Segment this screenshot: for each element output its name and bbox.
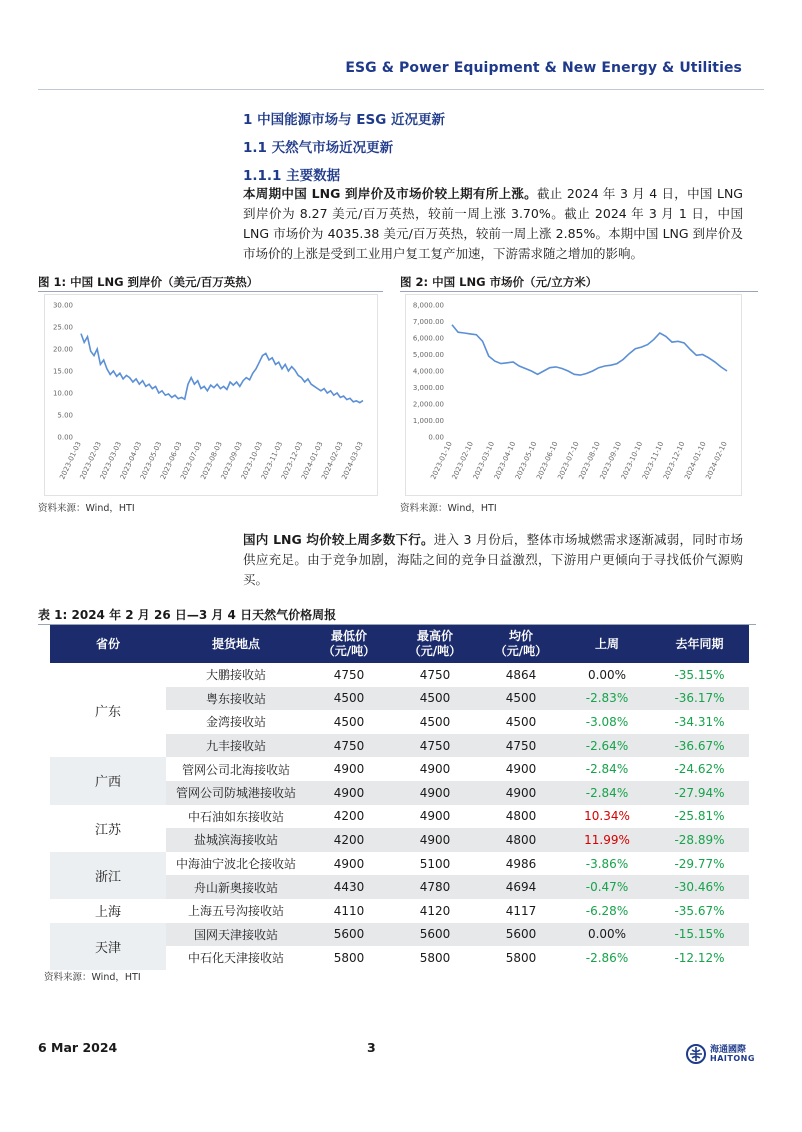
value-cell: -2.83% [564, 687, 650, 711]
value-cell: 4900 [333, 856, 365, 871]
table-1-title: 表 1: 2024 年 2 月 26 日—3 月 4 日天然气价格周报 [38, 608, 337, 622]
value-cell: 4500 [419, 714, 451, 729]
paragraph-lng-prices-body: 截止 2024 年 3 月 4 日，中国 LNG 到岸价为 8.27 美元/百万英热，较前一周上涨 3.70%。截止 2024 年 3 月 1 日，中国 LNG 市场价为 4035.38 美元/百万英热，较前一周上涨 2.85%。本期中国 LNG 到岸价及市场价的上涨是受到工业用户复工复产加速，下游需求随之增加的影响。 [243, 186, 743, 261]
value-cell: 4864 [505, 667, 537, 682]
value-cell: 4900 [419, 809, 451, 824]
value-cell: -36.67% [650, 734, 749, 758]
x-tick-label: 2023-09-10 [598, 440, 624, 481]
value-cell: -28.89% [650, 828, 749, 852]
haitong-logo-icon [686, 1043, 706, 1065]
value-cell: -34.31% [674, 714, 725, 729]
value-cell: 4750 [392, 734, 478, 758]
value-cell: 4117 [505, 903, 537, 918]
x-tick-label: 2023-04-03 [118, 440, 144, 481]
paragraph-domestic-prices-body: 进入 3 月份后，整体市场城燃需求逐渐减弱，同时市场供应充足。由于竞争加剧，海陆之间的竞争日益激烈，下游用户更倾向于寻找低价气源购买。 [243, 532, 743, 587]
value-cell: -35.15% [674, 667, 725, 682]
value-cell: -15.15% [650, 923, 749, 947]
terminal-cell: 中海油宁波北仑接收站 [175, 857, 296, 872]
value-cell: 4900 [333, 762, 365, 777]
value-cell: 4900 [419, 762, 451, 777]
table-header-cell: 上周 [564, 625, 650, 663]
x-tick-label: 2023-04-10 [492, 440, 518, 481]
figure-2-frame [405, 294, 742, 496]
table-header-cell: 省份 [50, 625, 166, 663]
value-cell: -30.46% [650, 875, 749, 899]
x-tick-label: 2023-08-03 [199, 440, 224, 481]
section-heading-1: 1 中国能源市场与 ESG 近况更新 [243, 112, 446, 128]
y-tick-label: 1,000.00 [412, 417, 444, 425]
province-cell: 广西 [50, 757, 166, 804]
value-cell: -3.08% [585, 714, 629, 729]
province-cell: 浙江 [50, 852, 166, 899]
value-cell: 5800 [333, 950, 365, 965]
value-cell: 4986 [505, 856, 537, 871]
x-tick-label: 2024-02-10 [704, 440, 729, 481]
value-cell: -12.12% [674, 950, 725, 965]
value-cell: 5800 [419, 950, 451, 965]
paragraph-lng-prices [243, 184, 743, 264]
y-tick-label: 6,000.00 [412, 334, 444, 343]
value-cell: -2.86% [585, 950, 629, 965]
value-cell: 4900 [505, 762, 537, 777]
terminal-cell: 管网公司北海接收站 [181, 762, 290, 777]
terminal-cell: 粤东接收站 [166, 687, 306, 711]
x-tick-label: 2024-01-03 [300, 440, 325, 481]
haitong-logo [686, 1040, 756, 1068]
x-tick-label: 2023-06-03 [159, 440, 184, 481]
x-tick-label: 2023-10-10 [619, 440, 645, 481]
header-divider [38, 89, 764, 90]
value-cell: 0.00% [564, 923, 650, 947]
table-row [50, 805, 749, 829]
paragraph-domestic-prices [243, 530, 743, 590]
x-tick-label: 2023-12-10 [662, 440, 687, 481]
province-cell: 广东 [50, 663, 166, 757]
x-tick-label: 2024-02-03 [320, 440, 345, 481]
x-tick-label: 2023-11-03 [259, 440, 285, 481]
x-tick-label: 2023-02-10 [450, 440, 475, 481]
x-tick-label: 2023-03-03 [98, 440, 124, 481]
series-line [81, 334, 363, 403]
value-cell: -25.81% [674, 809, 725, 824]
value-cell: 4500 [505, 714, 537, 729]
y-tick-label: 3,000.00 [412, 384, 444, 392]
value-cell: 4500 [306, 687, 392, 711]
value-cell: 4200 [306, 828, 392, 852]
value-cell: -2.84% [564, 781, 650, 805]
value-cell: 4750 [478, 734, 564, 758]
x-tick-label: 2023-11-10 [640, 440, 666, 481]
value-cell: 4800 [505, 809, 537, 824]
y-tick-label: 7,000.00 [412, 318, 444, 326]
terminal-cell: 盐城滨海接收站 [166, 828, 306, 852]
value-cell: 4750 [333, 667, 365, 682]
value-cell: 4500 [392, 687, 478, 711]
y-tick-label: 0.00 [57, 433, 73, 442]
series-line [452, 325, 727, 375]
value-cell: 5800 [505, 950, 537, 965]
y-tick-label: 4,000.00 [412, 367, 444, 376]
x-tick-label: 2023-05-10 [513, 440, 539, 481]
value-cell: 4120 [419, 903, 451, 918]
figure-1-chart [45, 295, 377, 495]
terminal-cell: 上海五号沟接收站 [187, 904, 284, 919]
terminal-cell: 国网天津接收站 [166, 923, 306, 947]
table-body [50, 663, 749, 970]
value-cell: 4900 [392, 828, 478, 852]
page-number: 3 [367, 1040, 376, 1055]
table-row [50, 899, 749, 923]
y-tick-label: 15.00 [52, 367, 73, 376]
terminal-cell: 九丰接收站 [166, 734, 306, 758]
logo-text-en: HAITONG [710, 1054, 755, 1063]
figure-1-rule [38, 291, 383, 292]
value-cell: -2.64% [564, 734, 650, 758]
table-1-source: 资料来源：Wind，HTI [44, 972, 141, 983]
value-cell: 5100 [419, 856, 451, 871]
value-cell: 5600 [306, 923, 392, 947]
x-tick-label: 2023-10-03 [239, 440, 265, 481]
x-tick-label: 2023-01-03 [58, 440, 83, 481]
value-cell: 5600 [478, 923, 564, 947]
value-cell: -35.67% [674, 903, 725, 918]
terminal-cell: 舟山新奥接收站 [166, 875, 306, 899]
value-cell: -27.94% [650, 781, 749, 805]
x-tick-label: 2023-02-03 [78, 440, 103, 481]
x-tick-label: 2024-01-10 [683, 440, 708, 481]
terminal-cell: 管网公司防城港接收站 [166, 781, 306, 805]
value-cell: -0.47% [564, 875, 650, 899]
footer-date: 6 Mar 2024 [38, 1040, 118, 1055]
y-tick-label: 30.00 [52, 301, 73, 310]
y-tick-label: 5,000.00 [412, 351, 444, 359]
y-tick-label: 25.00 [52, 323, 73, 332]
table-header-cell: 均价 （元/吨） [478, 625, 564, 663]
x-tick-label: 2023-07-03 [179, 440, 204, 481]
x-tick-label: 2023-07-10 [556, 440, 581, 481]
y-tick-label: 2,000.00 [412, 400, 444, 409]
figure-1-title: 图 1: 中国 LNG 到岸价（美元/百万英热） [38, 275, 259, 289]
figure-2-rule [400, 291, 758, 292]
value-cell: -24.62% [674, 762, 725, 777]
value-cell: -6.28% [585, 903, 629, 918]
value-cell: 4780 [392, 875, 478, 899]
value-cell: 4750 [419, 667, 451, 682]
x-tick-label: 2023-06-10 [535, 440, 560, 481]
value-cell: 4200 [333, 809, 365, 824]
value-cell: -36.17% [650, 687, 749, 711]
value-cell: -3.86% [585, 856, 629, 871]
table-row [50, 852, 749, 876]
price-table [50, 625, 749, 970]
terminal-cell: 大鹏接收站 [205, 668, 266, 683]
report-header-title: ESG & Power Equipment & New Energy & Utilities [345, 60, 742, 76]
value-cell: 4900 [478, 781, 564, 805]
y-tick-label: 8,000.00 [412, 301, 444, 310]
value-cell: 4694 [478, 875, 564, 899]
table-header-cell: 最低价 （元/吨） [306, 625, 392, 663]
x-tick-label: 2023-01-10 [429, 440, 454, 481]
value-cell: 4500 [333, 714, 365, 729]
figure-1-source: 资料来源：Wind，HTI [38, 503, 135, 514]
y-tick-label: 10.00 [52, 389, 73, 398]
x-tick-label: 2023-12-03 [279, 440, 305, 481]
value-cell: 4800 [478, 828, 564, 852]
terminal-cell: 中石油如东接收站 [187, 809, 284, 824]
y-tick-label: 0.00 [428, 433, 444, 442]
x-tick-label: 2023-09-03 [219, 440, 244, 481]
figure-1-frame [44, 294, 378, 496]
logo-text-cn: 海通國際 [710, 1045, 747, 1055]
figure-2-title: 图 2: 中国 LNG 市场价（元/立方米） [400, 275, 598, 289]
value-cell: 0.00% [587, 667, 627, 682]
value-cell: -29.77% [674, 856, 725, 871]
section-heading-1-1: 1.1 天然气市场近况更新 [243, 140, 394, 156]
value-cell: 4430 [306, 875, 392, 899]
section-heading-1-1-1: 1.1.1 主要数据 [243, 168, 341, 184]
y-tick-label: 20.00 [52, 345, 73, 354]
y-tick-label: 5.00 [57, 411, 73, 420]
table-header-cell: 去年同期 [650, 625, 749, 663]
province-cell: 天津 [50, 923, 166, 970]
terminal-cell: 金湾接收站 [205, 715, 266, 730]
value-cell: 11.99% [564, 828, 650, 852]
figure-2-source: 资料来源：Wind，HTI [400, 503, 497, 514]
value-cell: 4900 [392, 781, 478, 805]
terminal-cell: 中石化天津接收站 [187, 951, 284, 966]
x-tick-label: 2024-03-03 [340, 440, 365, 481]
value-cell: 10.34% [584, 809, 630, 824]
value-cell: 4900 [306, 781, 392, 805]
paragraph-lng-prices-lead: 本周期中国 LNG 到岸价及市场价较上期有所上涨。 [243, 186, 537, 201]
value-cell: 4110 [333, 903, 365, 918]
figure-2-chart [406, 295, 741, 495]
table-header-row [50, 625, 749, 663]
x-tick-label: 2023-03-10 [471, 440, 497, 481]
value-cell: 4500 [478, 687, 564, 711]
x-tick-label: 2023-08-10 [577, 440, 602, 481]
province-cell: 江苏 [50, 805, 166, 852]
province-cell: 上海 [50, 899, 166, 923]
value-cell: 5600 [392, 923, 478, 947]
table-row [50, 923, 749, 947]
paragraph-domestic-prices-lead: 国内 LNG 均价较上周多数下行。 [243, 532, 434, 547]
table-row [50, 757, 749, 781]
value-cell: 4750 [306, 734, 392, 758]
table-header-cell: 提货地点 [166, 625, 306, 663]
table-row [50, 663, 749, 687]
table-header-cell: 最高价 （元/吨） [392, 625, 478, 663]
x-tick-label: 2023-05-03 [138, 440, 164, 481]
value-cell: -2.84% [585, 762, 629, 777]
